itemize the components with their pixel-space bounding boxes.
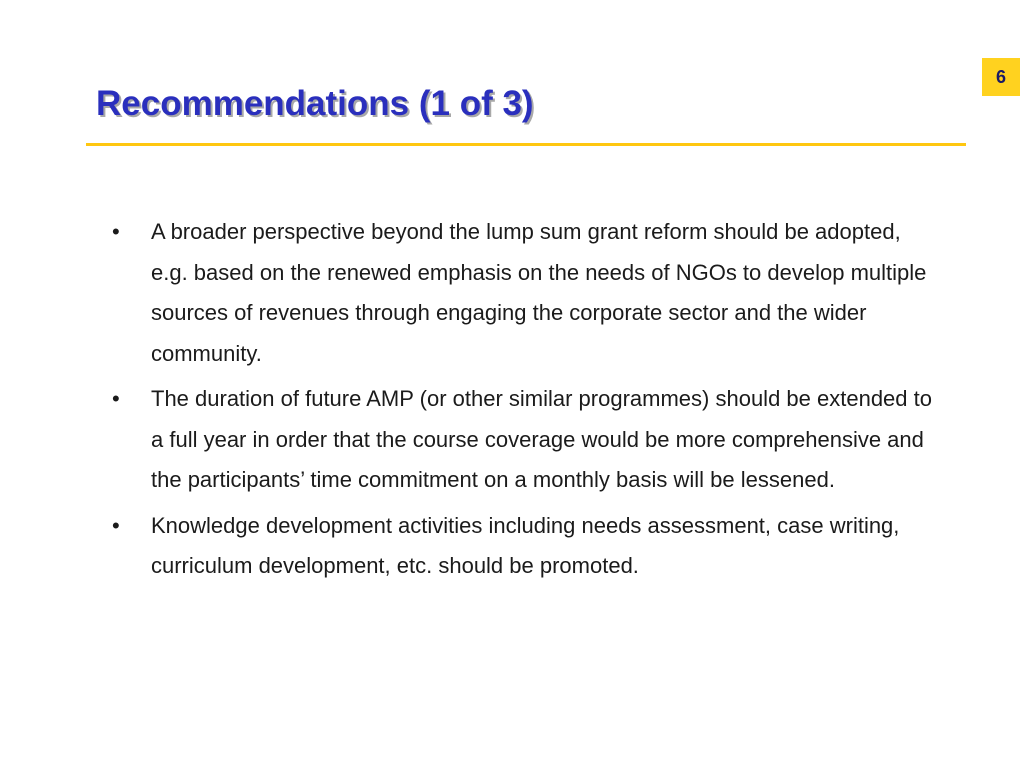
bullet-dot-icon: • xyxy=(112,512,120,538)
bullet-dot-icon: • xyxy=(112,219,120,244)
title-divider xyxy=(86,143,966,146)
bullet-dot-icon: • xyxy=(112,386,120,411)
bullet-text: A broader perspective beyond the lump sum grant reform should be adopted, e.g. based on the renewed emphasis on the needs of NGOs to develop multiple sources of revenues through engaging the corporate sector and the wider community. xyxy=(151,219,927,366)
bullet-item xyxy=(112,379,932,501)
slide-title: Recommendations (1 of 3) xyxy=(96,84,534,123)
page-number-badge: 6 xyxy=(982,58,1020,96)
bullet-text: The duration of future AMP (or other similar programmes) should be extended to a full year in order that the course coverage would be more comprehensive and the participants’ time commitment on a monthly basis will be lessened. xyxy=(151,386,932,492)
bullet-item xyxy=(112,506,932,587)
bullet-text: Knowledge development activities including needs assessment, case writing, curriculum development, etc. should be promoted. xyxy=(151,512,900,578)
bullet-item xyxy=(112,212,932,374)
bullet-list xyxy=(112,212,932,592)
